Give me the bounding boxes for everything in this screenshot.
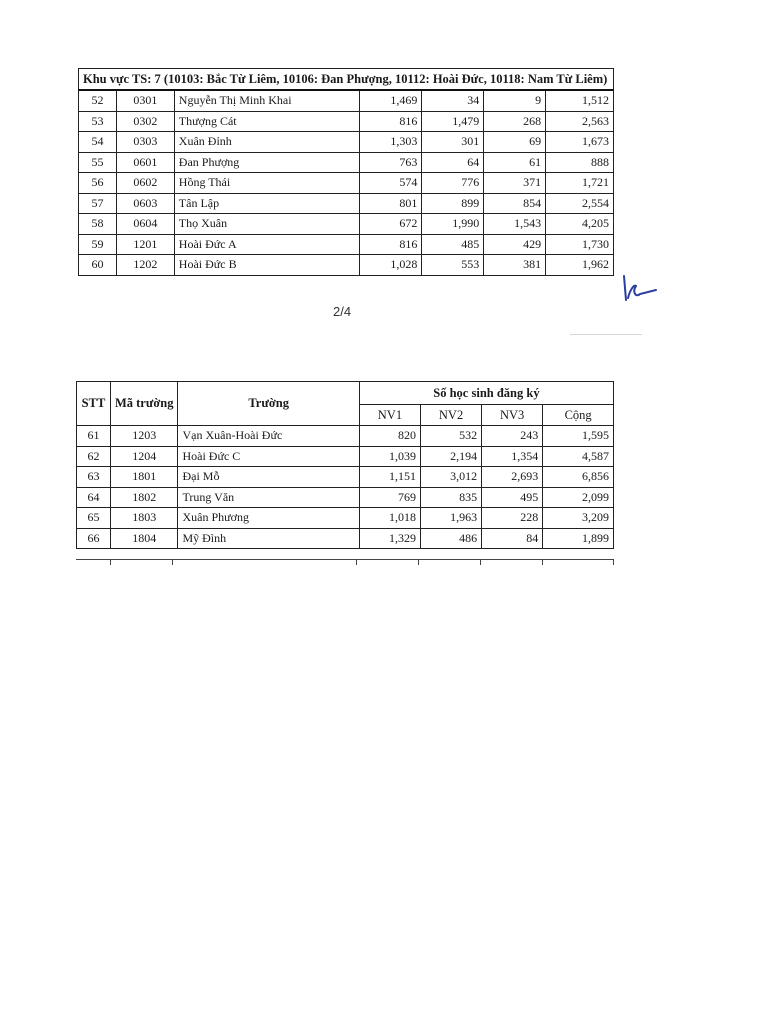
row-total: 2,554: [546, 193, 614, 214]
row-nv3: 84: [482, 528, 543, 549]
row-stt: 64: [77, 487, 111, 508]
row-stt: 59: [79, 234, 117, 255]
row-school-code: 1202: [116, 255, 174, 276]
cropped-row-edge: [76, 559, 614, 566]
row-school-code: 0603: [116, 193, 174, 214]
row-school-code: 0301: [116, 90, 174, 111]
row-school-name: Tân Lập: [174, 193, 360, 214]
row-total: 3,209: [543, 508, 614, 529]
row-nv3: 9: [484, 90, 546, 111]
row-total: 4,205: [546, 214, 614, 235]
row-school-code: 1801: [110, 467, 178, 488]
row-nv1: 816: [360, 111, 422, 132]
row-nv1: 1,329: [359, 528, 420, 549]
school-registration-table: [76, 381, 614, 549]
table-row: [77, 467, 614, 488]
row-nv2: 64: [422, 152, 484, 173]
row-stt: 58: [79, 214, 117, 235]
row-nv2: 301: [422, 132, 484, 153]
row-nv2: 3,012: [421, 467, 482, 488]
row-stt: 63: [77, 467, 111, 488]
row-nv3: 61: [484, 152, 546, 173]
row-nv2: 899: [422, 193, 484, 214]
row-school-name: Hoài Đức C: [178, 446, 359, 467]
row-total: 888: [546, 152, 614, 173]
table-row: [79, 173, 614, 194]
page-divider: [570, 334, 642, 335]
row-nv3: 1,354: [482, 446, 543, 467]
row-school-name: Nguyễn Thị Minh Khai: [174, 90, 360, 111]
row-nv2: 2,194: [421, 446, 482, 467]
row-nv3: 243: [482, 426, 543, 447]
row-nv3: 381: [484, 255, 546, 276]
row-nv2: 1,963: [421, 508, 482, 529]
header-stt: STT: [77, 382, 111, 426]
row-nv1: 763: [360, 152, 422, 173]
row-stt: 62: [77, 446, 111, 467]
row-nv1: 1,028: [360, 255, 422, 276]
table-row: [77, 508, 614, 529]
row-stt: 61: [77, 426, 111, 447]
row-nv2: 776: [422, 173, 484, 194]
table-row: [79, 90, 614, 111]
row-nv1: 801: [360, 193, 422, 214]
row-nv1: 820: [359, 426, 420, 447]
header-nv2: NV2: [421, 405, 482, 426]
header-school-name: Trường: [178, 382, 359, 426]
row-school-name: Vạn Xuân-Hoài Đức: [178, 426, 359, 447]
table-row: [77, 487, 614, 508]
row-school-code: 0602: [116, 173, 174, 194]
row-nv2: 485: [422, 234, 484, 255]
table-row: [79, 111, 614, 132]
row-nv3: 69: [484, 132, 546, 153]
row-school-name: Đan Phượng: [174, 152, 360, 173]
row-nv2: 1,990: [422, 214, 484, 235]
row-school-name: Thọ Xuân: [174, 214, 360, 235]
row-total: 1,512: [546, 90, 614, 111]
row-school-code: 0601: [116, 152, 174, 173]
table-row: [79, 214, 614, 235]
row-total: 1,673: [546, 132, 614, 153]
row-school-code: 0302: [116, 111, 174, 132]
row-nv1: 1,018: [359, 508, 420, 529]
table-row: [77, 426, 614, 447]
school-rows: [77, 426, 614, 549]
header-row: [77, 382, 614, 405]
row-stt: 55: [79, 152, 117, 173]
row-nv1: 816: [360, 234, 422, 255]
row-stt: 52: [79, 90, 117, 111]
row-nv3: 371: [484, 173, 546, 194]
row-school-code: 1204: [110, 446, 178, 467]
row-nv3: 268: [484, 111, 546, 132]
row-total: 1,730: [546, 234, 614, 255]
row-nv2: 486: [421, 528, 482, 549]
row-nv3: 1,543: [484, 214, 546, 235]
row-nv2: 553: [422, 255, 484, 276]
table-row: [77, 446, 614, 467]
row-total: 6,856: [543, 467, 614, 488]
row-nv3: 495: [482, 487, 543, 508]
row-stt: 54: [79, 132, 117, 153]
table-row: [79, 152, 614, 173]
row-school-name: Đại Mỗ: [178, 467, 359, 488]
region-7-rows: [79, 90, 614, 275]
region-header: Khu vực TS: 7 (10103: Bắc Từ Liêm, 10106: Đan Phượng, 10112: Hoài Đức, 10118: Nam Từ Liêm): [79, 69, 614, 91]
row-nv1: 769: [359, 487, 420, 508]
header-registration-group: Số học sinh đăng ký: [359, 382, 613, 405]
row-stt: 65: [77, 508, 111, 529]
table-row: [79, 193, 614, 214]
row-nv3: 2,693: [482, 467, 543, 488]
row-nv3: 854: [484, 193, 546, 214]
table-row: [79, 132, 614, 153]
row-total: 2,563: [546, 111, 614, 132]
row-nv1: 1,039: [359, 446, 420, 467]
row-school-name: Mỹ Đình: [178, 528, 359, 549]
row-total: 1,595: [543, 426, 614, 447]
row-total: 4,587: [543, 446, 614, 467]
header-nv3: NV3: [482, 405, 543, 426]
row-nv3: 228: [482, 508, 543, 529]
row-school-name: Hồng Thái: [174, 173, 360, 194]
row-stt: 53: [79, 111, 117, 132]
row-stt: 56: [79, 173, 117, 194]
row-school-name: Xuân Đỉnh: [174, 132, 360, 153]
row-stt: 60: [79, 255, 117, 276]
row-nv1: 1,151: [359, 467, 420, 488]
row-school-name: Xuân Phương: [178, 508, 359, 529]
row-total: 1,962: [546, 255, 614, 276]
row-total: 1,721: [546, 173, 614, 194]
row-nv2: 34: [422, 90, 484, 111]
region-header-row: [79, 69, 614, 91]
row-school-name: Hoài Đức A: [174, 234, 360, 255]
row-stt: 57: [79, 193, 117, 214]
row-school-name: Trung Văn: [178, 487, 359, 508]
row-school-code: 1802: [110, 487, 178, 508]
row-school-code: 1803: [110, 508, 178, 529]
header-school-code: Mã trường: [110, 382, 178, 426]
row-nv1: 672: [360, 214, 422, 235]
row-nv3: 429: [484, 234, 546, 255]
header-nv1: NV1: [359, 405, 420, 426]
row-nv1: 1,469: [360, 90, 422, 111]
page-number: 2/4: [333, 304, 352, 319]
row-school-code: 0604: [116, 214, 174, 235]
row-nv1: 1,303: [360, 132, 422, 153]
row-nv2: 532: [421, 426, 482, 447]
row-nv2: 835: [421, 487, 482, 508]
row-nv2: 1,479: [422, 111, 484, 132]
row-total: 1,899: [543, 528, 614, 549]
region-7-table: [78, 68, 614, 276]
table-row: [77, 528, 614, 549]
header-total: Cộng: [543, 405, 614, 426]
row-stt: 66: [77, 528, 111, 549]
row-school-code: 1203: [110, 426, 178, 447]
table-row: [79, 255, 614, 276]
row-nv1: 574: [360, 173, 422, 194]
row-school-code: 0303: [116, 132, 174, 153]
row-school-name: Thượng Cát: [174, 111, 360, 132]
row-total: 2,099: [543, 487, 614, 508]
row-school-code: 1201: [116, 234, 174, 255]
row-school-code: 1804: [110, 528, 178, 549]
table-row: [79, 234, 614, 255]
row-school-name: Hoài Đức B: [174, 255, 360, 276]
signature-icon: [616, 272, 660, 302]
